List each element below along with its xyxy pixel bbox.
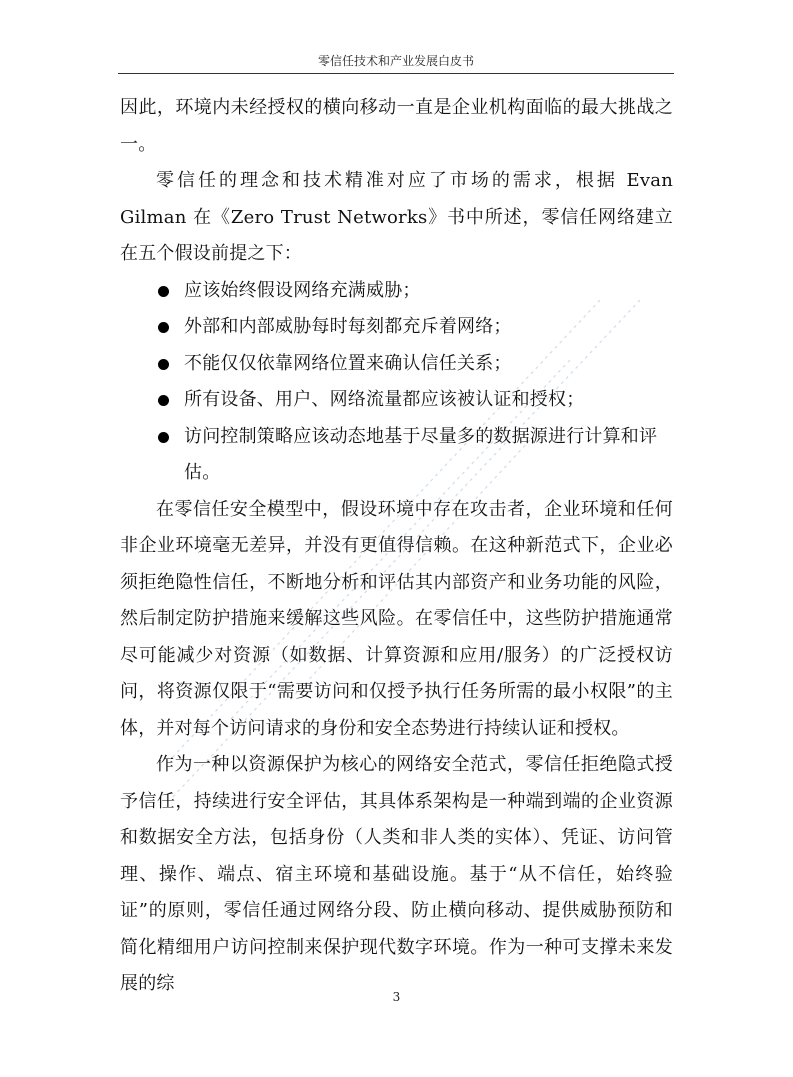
- bullet-icon: [158, 286, 169, 297]
- list-item-text: 应该始终假设网络充满威胁；: [184, 279, 421, 301]
- list-item: [120, 309, 673, 346]
- list-item-text: 所有设备、用户、网络流量都应该被认证和授权；: [184, 389, 585, 410]
- list-item: [120, 346, 673, 383]
- list-item-text: 不能仅仅依靠网络位置来确认信任关系；: [184, 352, 512, 374]
- header-rule: [118, 73, 674, 74]
- list-item: [120, 419, 673, 492]
- list-item-text: 外部和内部威胁每时每刻都充斥着网络；: [184, 316, 512, 337]
- paragraph-2: 零信任的理念和技术精准对应了市场的需求，根据 Evan Gilman 在《Zero Trust Networks》书中所述，零信任网络建立在五个假设前提之下：: [120, 170, 673, 264]
- bullet-icon: [158, 322, 169, 333]
- bullet-icon: [158, 395, 169, 406]
- bullet-icon: [158, 359, 169, 370]
- page-number: 3: [392, 990, 401, 1004]
- paragraph-3: 在零信任安全模型中，假设环境中存在攻击者，企业环境和任何非企业环境毫无差异，并没有更值得信赖。在这种新范式下，企业必须拒绝隐性信任，不断地分析和评估其内部资产和业务功能的风险，然后制定防护措施来缓解这些风险。在零信任中，这些防护措施通常尽可能减少对资源（如数据、计算资源和应用/服务）的广泛授权访问，将资源仅限于“需要访问和仅授予执行任务所需的最小权限”的主体，并对每个访问请求的身份和安全态势进行持续认证和授权。: [120, 498, 673, 739]
- paragraph-4: 作为一种以资源保护为核心的网络安全范式，零信任拒绝隐式授予信任，持续进行安全评估，其具体系架构是一种端到端的企业资源和数据安全方法，包括身份（人类和非人类的实体）、凭证、访问管理、操作、端点、宿主环境和基础设施。基于“从不信任，始终验证”的原则，零信任通过网络分段、防止横向移动、提供威胁预防和简化精细用户访问控制来保护现代数字环境。作为一种可支撑未来发展的综: [120, 754, 673, 994]
- list-item-text: 访问控制策略应该动态地基于尽量多的数据源进行计算和评估。: [184, 425, 658, 483]
- paragraph-1: 因此，环境内未经授权的横向移动一直是企业机构面临的最大挑战之一。: [120, 97, 673, 155]
- assumption-list: [120, 273, 673, 492]
- page-body: [120, 90, 673, 1003]
- list-item: [120, 273, 673, 310]
- bullet-icon: [158, 432, 169, 443]
- running-header: 零信任技术和产业发展白皮书: [317, 54, 474, 68]
- list-item: [120, 382, 673, 419]
